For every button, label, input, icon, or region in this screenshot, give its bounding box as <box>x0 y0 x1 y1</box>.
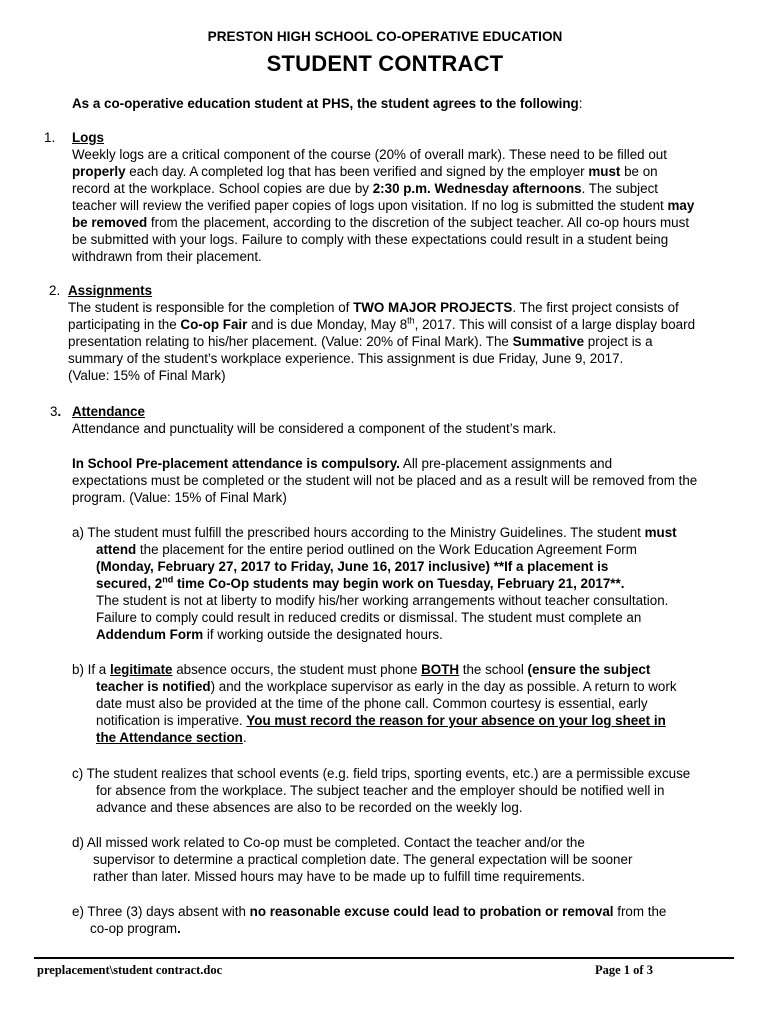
item-b-line: teacher is notified) and the workplace supervisor as early in the day as possible. A return to work <box>96 679 677 694</box>
section-2-line: summary of the student’s workplace experience. This assignment is due Friday, June 9, 2017. <box>68 351 624 366</box>
intro-text: As a co-operative education student at PHS, the student agrees to the following <box>72 96 579 111</box>
section-1-line: withdrawn from their placement. <box>72 249 262 264</box>
section-2-heading: Assignments <box>68 283 153 298</box>
item-a-line: secured, 2nd time Co-Op students may begin work on Tuesday, February 21, 2017**. <box>96 574 625 591</box>
section-1-line: be submitted with your logs. Failure to comply with these expectations could result in a student being <box>72 232 669 247</box>
item-e-line: e) Three (3) days absent with no reasonable excuse could lead to probation or removal from the <box>72 904 667 919</box>
section-1-heading: Logs <box>72 130 104 145</box>
item-a-line: attend the placement for the entire period outlined on the Work Education Agreement Form <box>96 542 637 557</box>
section-2-line: presentation relating to his/her placement. (Value: 20% of Final Mark). The Summative project is a <box>68 334 653 349</box>
item-a-line: Failure to comply could result in reduced credits or dismissal. The student must complete an <box>96 610 642 625</box>
item-a-line: The student is not at liberty to modify his/her working arrangements without teacher consultation. <box>96 593 669 608</box>
section-1-line: record at the workplace. School copies are due by 2:30 p.m. Wednesday afternoons. The subject <box>72 181 658 196</box>
item-e-line: co-op program. <box>90 921 181 936</box>
item-c-line: advance and these absences are also to be recorded on the weekly log. <box>96 800 523 815</box>
section-2-number: 2. <box>49 283 61 298</box>
item-b-line: the Attendance section. <box>96 730 247 745</box>
preplacement-para: program. (Value: 15% of Final Mark) <box>72 490 287 505</box>
item-d-line: rather than later. Missed hours may have to be made up to fulfill time requirements. <box>93 869 585 884</box>
section-2-line: The student is responsible for the completion of TWO MAJOR PROJECTS. The first project consists of <box>68 300 679 315</box>
item-b-line: notification is imperative. You must record the reason for your absence on your log sheet in <box>96 713 666 728</box>
page-title: STUDENT CONTRACT <box>266 51 504 76</box>
footer-filename: preplacement\student contract.doc <box>37 963 223 977</box>
section-1-line: teacher will review the verified paper copies of logs upon visitation. If no log is submitted the student may <box>72 198 695 213</box>
section-3-number: 3. <box>50 404 62 419</box>
section-1-line: be removed from the placement, according to the discretion of the subject teacher. All co-op hours must <box>72 215 690 230</box>
section-1-number: 1. <box>44 130 56 145</box>
item-b-line: date must also be provided at the time of the phone call. Common courtesy is essential, early <box>96 696 648 711</box>
item-d-line: d) All missed work related to Co-op must be completed. Contact the teacher and/or the <box>72 835 585 850</box>
item-a-line: a) The student must fulfill the prescribed hours according to the Ministry Guidelines. The student must <box>72 525 677 540</box>
school-heading: PRESTON HIGH SCHOOL CO-OPERATIVE EDUCATION <box>207 29 563 44</box>
item-c-line: for absence from the workplace. The subject teacher and the employer should be notified well in <box>96 783 665 798</box>
section-3-line: Attendance and punctuality will be considered a component of the student’s mark. <box>72 421 557 436</box>
footer-divider <box>34 957 734 959</box>
preplacement-para: In School Pre-placement attendance is compulsory. All pre-placement assignments and <box>72 456 613 471</box>
footer-page-number: Page 1 of 3 <box>595 963 653 977</box>
item-a-line: (Monday, February 27, 2017 to Friday, June 16, 2017 inclusive) **If a placement is <box>96 559 609 574</box>
intro-line: As a co-operative education student at PHS, the student agrees to the following: <box>72 96 583 111</box>
section-2-line: participating in the Co-op Fair and is due Monday, May 8th, 2017. This will consist of a large display board <box>68 315 696 332</box>
section-3-heading: Attendance <box>72 404 145 419</box>
item-b-line: b) If a legitimate absence occurs, the student must phone BOTH the school (ensure the subject <box>72 662 651 677</box>
preplacement-para: expectations must be completed or the student will not be placed and as a result will be removed from the <box>72 473 698 488</box>
item-d-line: supervisor to determine a practical completion date. The general expectation will be sooner <box>93 852 633 867</box>
item-c-line: c) The student realizes that school events (e.g. field trips, sporting events, etc.) are a permissible excuse <box>72 766 691 781</box>
section-2-line: (Value: 15% of Final Mark) <box>68 368 226 383</box>
section-1-line: properly each day. A completed log that has been verified and signed by the employer must be on <box>72 164 658 179</box>
section-1-line: Weekly logs are a critical component of the course (20% of overall mark). These need to be filled out <box>72 147 667 162</box>
item-a-line: Addendum Form if working outside the designated hours. <box>96 627 443 642</box>
